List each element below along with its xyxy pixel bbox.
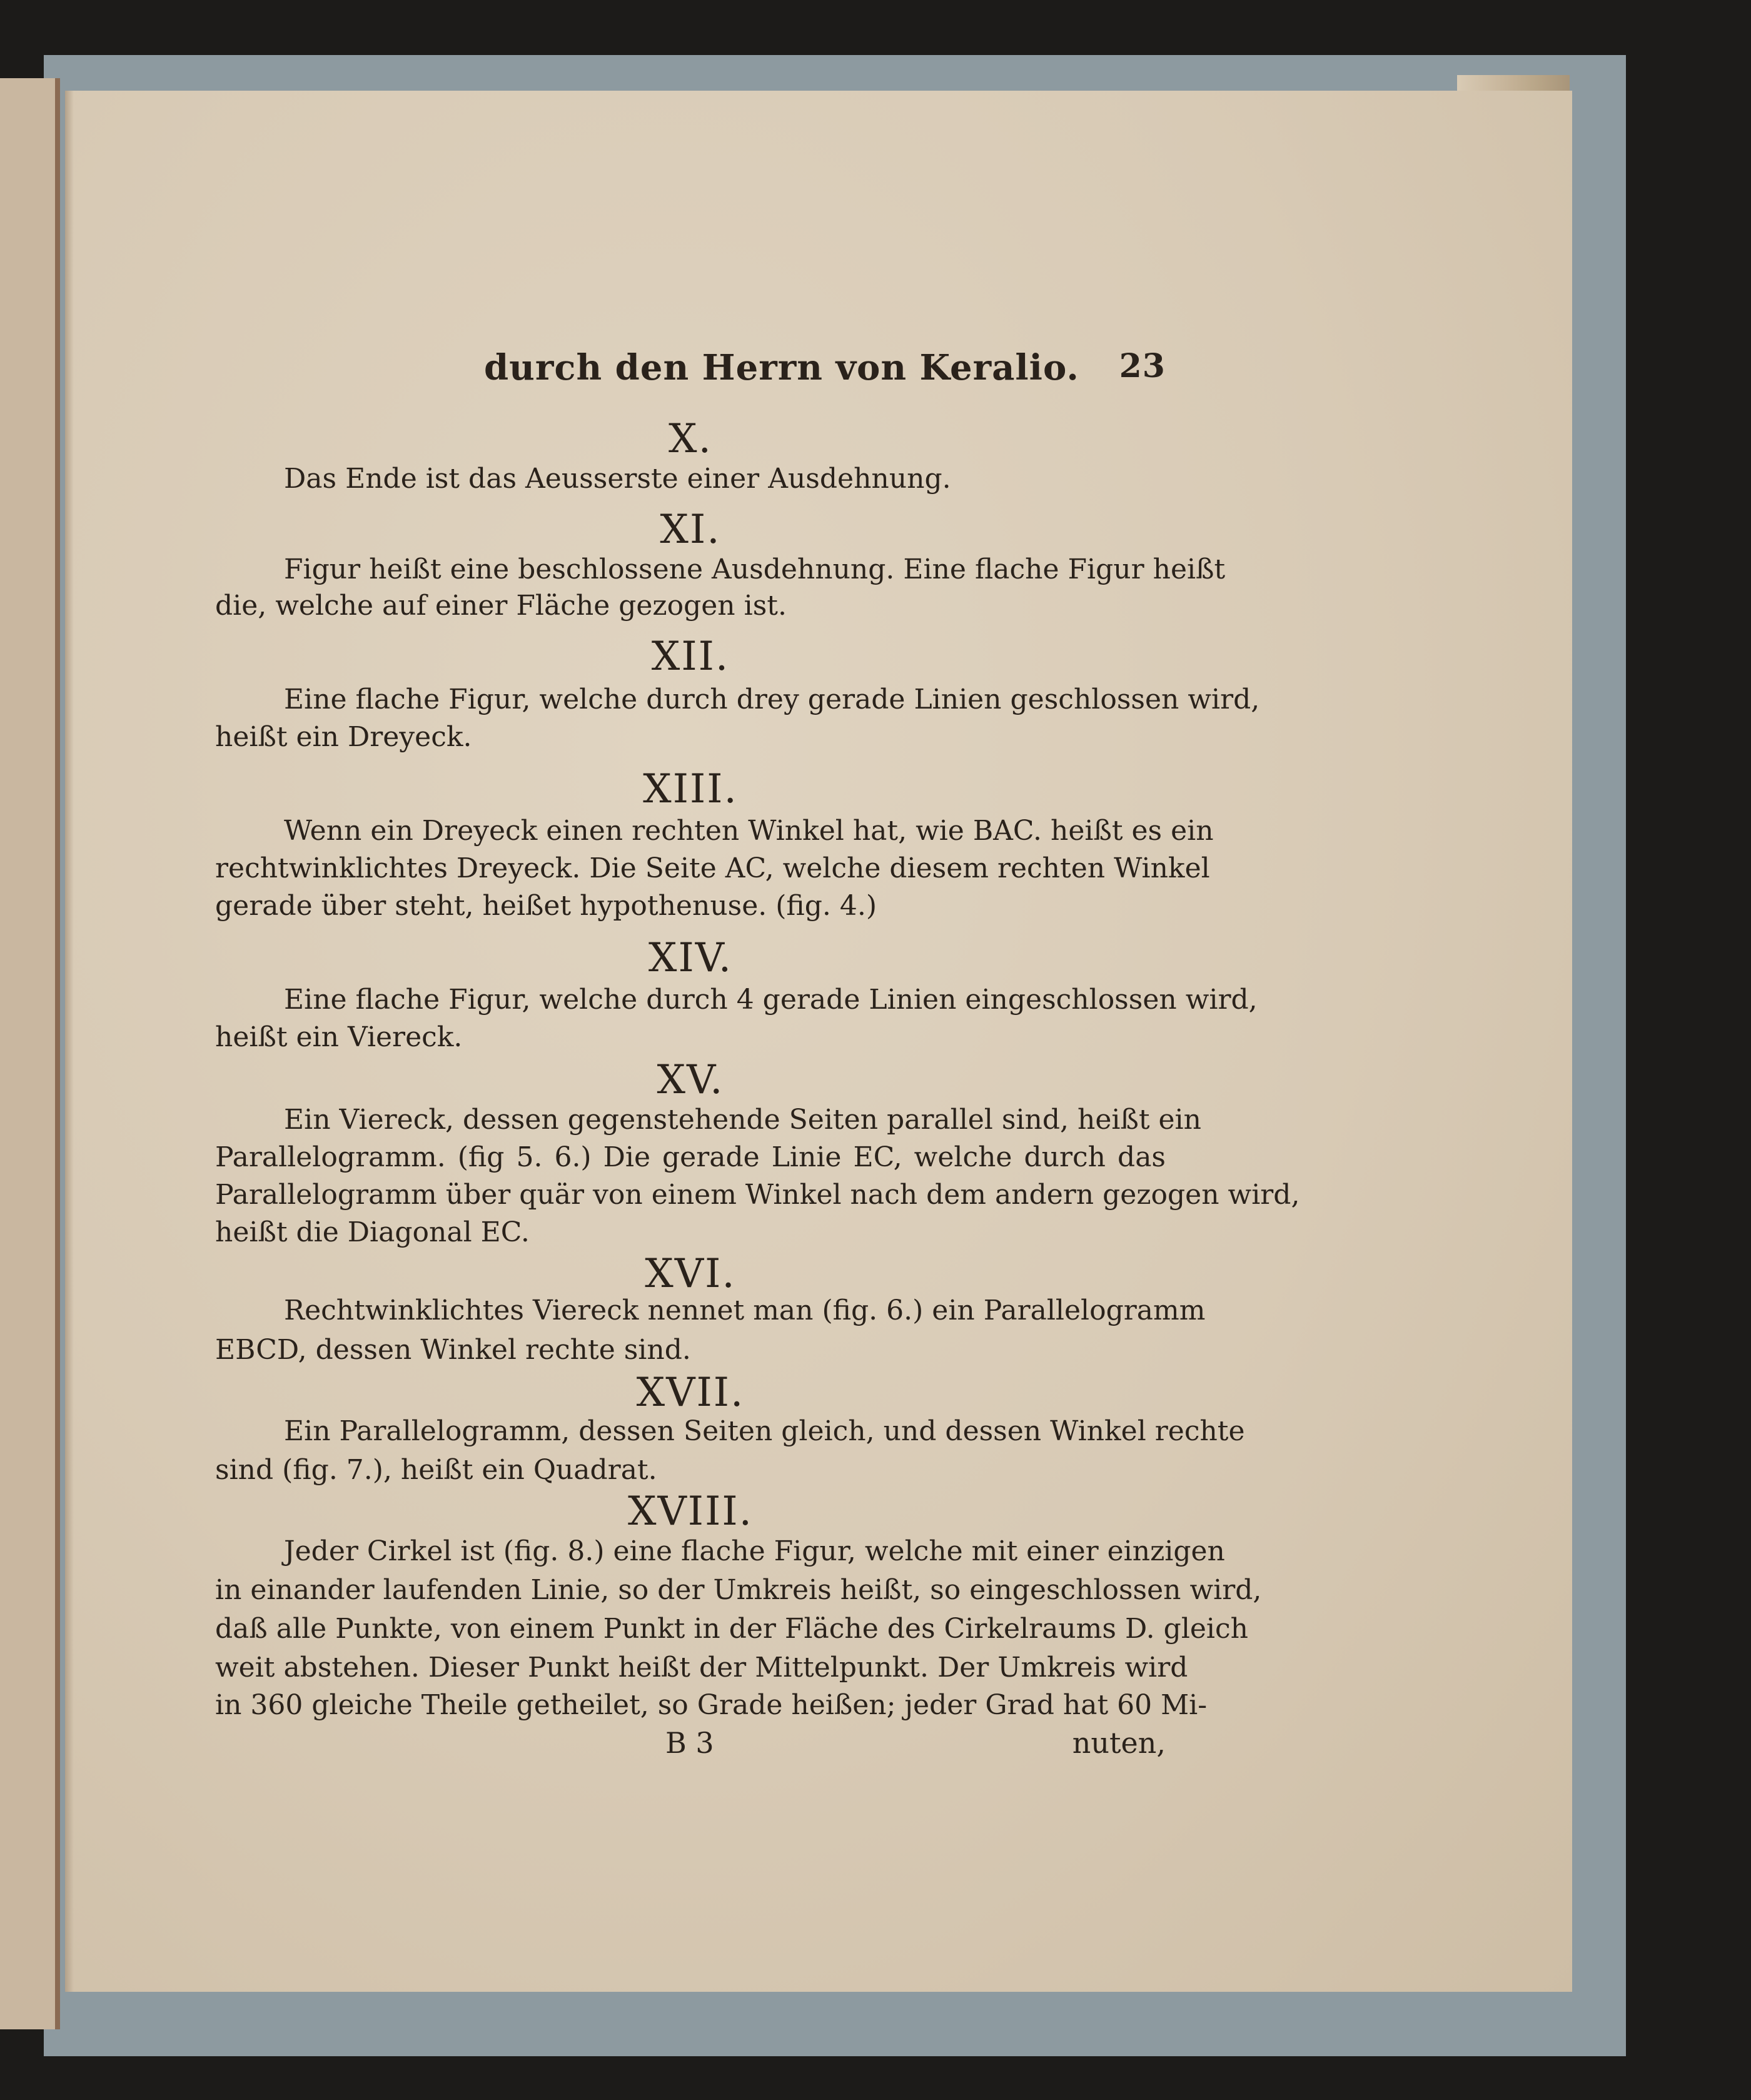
text-line: heißt die Diagonal EC. (215, 1216, 530, 1248)
text-line: in 360 gleiche Theile getheilet, so Grade heißen; jeder Grad hat 60 Mi- (215, 1689, 1208, 1721)
text-line: sind (fig. 7.), heißt ein Quadrat. (215, 1454, 657, 1486)
text-line: Figur heißt eine beschlossene Ausdehnung. Eine flache Figur heißt (284, 553, 1226, 585)
text-line: weit abstehen. Dieser Punkt heißt der Mittelpunkt. Der Umkreis wird (215, 1652, 1188, 1684)
text-line: Jeder Cirkel ist (fig. 8.) eine flache Figur, welche mit einer einzigen (284, 1535, 1225, 1567)
page-number: 23 (1119, 347, 1166, 385)
text-line: Das Ende ist das Aeusserste einer Ausdehnung. (284, 463, 951, 495)
text-line: in einander laufenden Linie, so der Umkreis heißt, so eingeschlossen wird, (215, 1574, 1262, 1606)
text-line: Ein Parallelogramm, dessen Seiten gleich, und dessen Winkel rechte (284, 1415, 1245, 1447)
text-line: Rechtwinklichtes Viereck nennet man (fig. 6.) ein Parallelogramm (284, 1295, 1206, 1326)
section-numeral-xii: XII. (651, 634, 730, 680)
section-numeral-xv: XV. (657, 1057, 724, 1103)
section-numeral-xiv: XIV. (648, 935, 733, 981)
text-line: Eine flache Figur, welche durch drey gerade Linien geschlossen wird, (284, 684, 1260, 715)
text-line: die, welche auf einer Fläche gezogen ist. (215, 590, 787, 622)
section-numeral-xvii: XVII. (636, 1370, 745, 1416)
catchword: nuten, (1072, 1726, 1166, 1760)
text-line: gerade über steht, heißet hypothenuse. (fig. 4.) (215, 890, 877, 922)
text-line: Ein Viereck, dessen gegenstehende Seiten parallel sind, heißt ein (284, 1104, 1201, 1136)
text-line: Eine flache Figur, welche durch 4 gerade Linien eingeschlossen wird, (284, 984, 1258, 1016)
running-head-title: durch den Herrn von Keralio. (484, 347, 1079, 388)
text-line: daß alle Punkte, von einem Punkt in der Fläche des Cirkelraums D. gleich (215, 1613, 1248, 1645)
section-numeral-xviii: XVIII. (628, 1488, 753, 1535)
text-line: EBCD, dessen Winkel rechte sind. (215, 1334, 691, 1366)
section-numeral-x: X. (669, 416, 712, 462)
section-numeral-xiii: XIII. (643, 766, 738, 812)
page-footer (215, 1726, 1166, 1764)
text-line: heißt ein Viereck. (215, 1021, 463, 1053)
section-numeral-xi: XI. (660, 507, 721, 553)
text-line: heißt ein Dreyeck. (215, 721, 472, 753)
signature-mark: B 3 (665, 1726, 714, 1760)
running-head (215, 347, 1166, 397)
text-line: Parallelogramm über quär von einem Winkel nach dem andern gezogen wird, (215, 1179, 1300, 1211)
text-line: Parallelogramm. (fig 5. 6.) Die gerade Linie EC, welche durch das (215, 1141, 1166, 1173)
left-page-edge (0, 78, 60, 2029)
section-numeral-xvi: XVI. (645, 1251, 736, 1297)
text-line: rechtwinklichtes Dreyeck. Die Seite AC, welche diesem rechten Winkel (215, 852, 1210, 884)
text-line: Wenn ein Dreyeck einen rechten Winkel hat, wie BAC. heißt es ein (284, 815, 1214, 847)
book-page (65, 91, 1572, 1992)
